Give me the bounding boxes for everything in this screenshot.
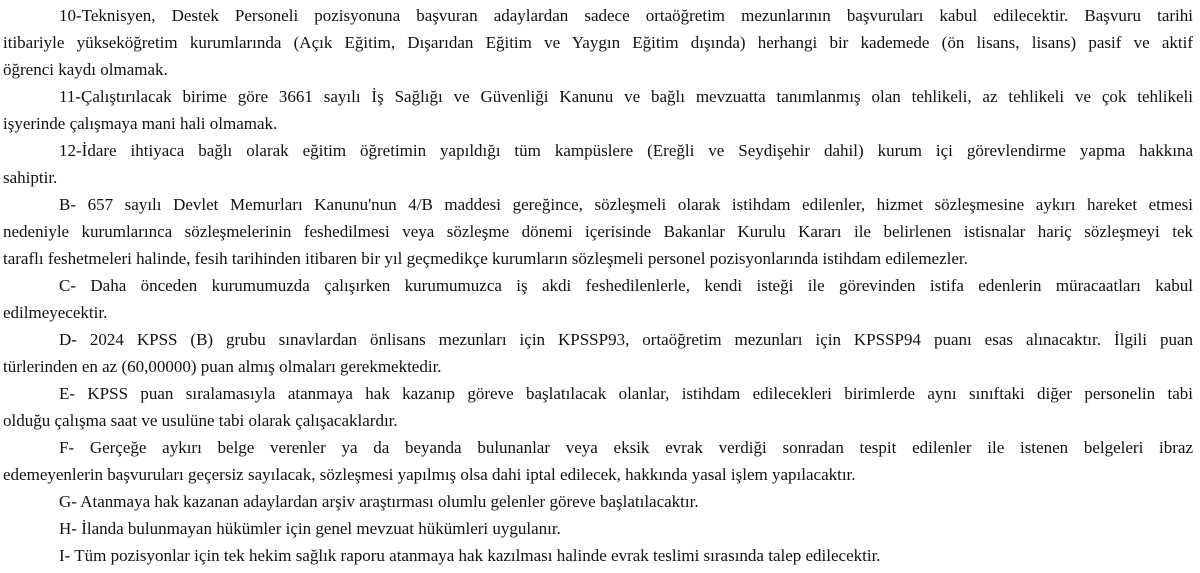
text-line: E- KPSS puan sıralamasıyla atanmaya hak kazanıp göreve başlatılacak olanlar, istihdam edilecekleri birimlerde aynı sınıftaki diğer personelin tabi bbox=[59, 384, 1193, 403]
text-line: nedeniyle kurumlarınca sözleşmelerinin feshedilmesi veya sözleşme dönemi içerisinde Bakanlar Kurulu Kararı ile belirlenen istisnalar hariç sözleşmeyi tek bbox=[3, 222, 1193, 241]
text-line: 10-Teknisyen, Destek Personeli pozisyonuna başvuran adaylardan sadece ortaöğretim mezunlarının başvuruları kabul edilecektir. Başvuru tarihi bbox=[59, 6, 1193, 25]
text-line: B- 657 sayılı Devlet Memurları Kanunu'nun 4/B maddesi gereğince, sözleşmeli olarak istihdam edilenler, hizmet sözleşmesine aykırı hareket etmesi bbox=[59, 195, 1193, 214]
paragraph-b-contract-termination bbox=[3, 191, 1193, 272]
text-line: işyerinde çalışmaya mani hali olmamak. bbox=[3, 114, 278, 133]
paragraph-12-campus-assignment bbox=[3, 137, 1193, 191]
text-line: itibariyle yükseköğretim kurumlarında (Açık Eğitim, Dışarıdan Eğitim ve Yaygın Eğitim dışında) herhangi bir kademede (ön lisans, lisans) pasif ve aktif bbox=[3, 33, 1193, 52]
paragraph-g-archive-research bbox=[3, 488, 1193, 515]
text-line: olduğu çalışma saat ve usulüne tabi olarak çalışacaklardır. bbox=[3, 411, 398, 430]
paragraph-i-health-report bbox=[3, 542, 1193, 569]
text-line: edilmeyecektir. bbox=[3, 303, 108, 322]
text-line: D- 2024 KPSS (B) grubu sınavlardan önlisans mezunları için KPSSP93, ortaöğretim mezunları için KPSSP94 puanı esas alınacaktır. İlgili puan bbox=[59, 330, 1193, 349]
text-line: 11-Çalıştırılacak birime göre 3661 sayılı İş Sağlığı ve Güvenliği Kanunu ve bağlı mevzuatta tanımlanmış olan tehlikeli, az tehlikeli ve çok tehlikeli bbox=[59, 87, 1193, 106]
paragraph-e-working-hours bbox=[3, 380, 1193, 434]
paragraph-11-workplace-safety bbox=[3, 83, 1193, 137]
text-line: türlerinden en az (60,00000) puan almış olmaları gerekmektedir. bbox=[3, 357, 442, 376]
text-line: öğrenci kaydı olmamak. bbox=[3, 60, 168, 79]
text-line: sahiptir. bbox=[3, 168, 58, 187]
text-line: taraflı feshetmeleri halinde, fesih tarihinden itibaren bir yıl geçmedikçe kurumların sözleşmeli personel pozisyonlarında istihdam edilemezler. bbox=[3, 249, 968, 268]
document-body bbox=[3, 2, 1193, 569]
paragraph-h-general-legislation bbox=[3, 515, 1193, 542]
text-line: H- İlanda bulunmayan hükümler için genel mevzuat hükümleri uygulanır. bbox=[59, 519, 561, 538]
paragraph-10-technician-requirements bbox=[3, 2, 1193, 83]
text-line: C- Daha önceden kurumumuzda çalışırken kurumumuzca iş akdi feshedilenlerle, kendi isteği ile görevinden istifa edenlerin müracaatları kabul bbox=[59, 276, 1193, 295]
text-line: 12-İdare ihtiyaca bağlı olarak eğitim öğretimin yapıldığı tüm kampüslere (Ereğli ve Seydişehir dahil) kurum içi görevlendirme yapma hakkına bbox=[59, 141, 1193, 160]
paragraph-c-former-employees bbox=[3, 272, 1193, 326]
paragraph-d-kpss-scores bbox=[3, 326, 1193, 380]
paragraph-f-false-documents bbox=[3, 434, 1193, 488]
text-line: I- Tüm pozisyonlar için tek hekim sağlık raporu atanmaya hak kazılması halinde evrak teslimi sırasında talep edilecektir. bbox=[59, 546, 881, 565]
text-line: G- Atanmaya hak kazanan adaylardan arşiv araştırması olumlu gelenler göreve başlatılacaktır. bbox=[59, 492, 699, 511]
text-line: F- Gerçeğe aykırı belge verenler ya da beyanda bulunanlar veya eksik evrak verdiği sonradan tespit edilenler ile istenen belgeleri ibraz bbox=[59, 438, 1193, 457]
text-line: edemeyenlerin başvuruları geçersiz sayılacak, sözleşmesi yapılmış olsa dahi iptal edilecek, hakkında yasal işlem yapılacaktır. bbox=[3, 465, 856, 484]
